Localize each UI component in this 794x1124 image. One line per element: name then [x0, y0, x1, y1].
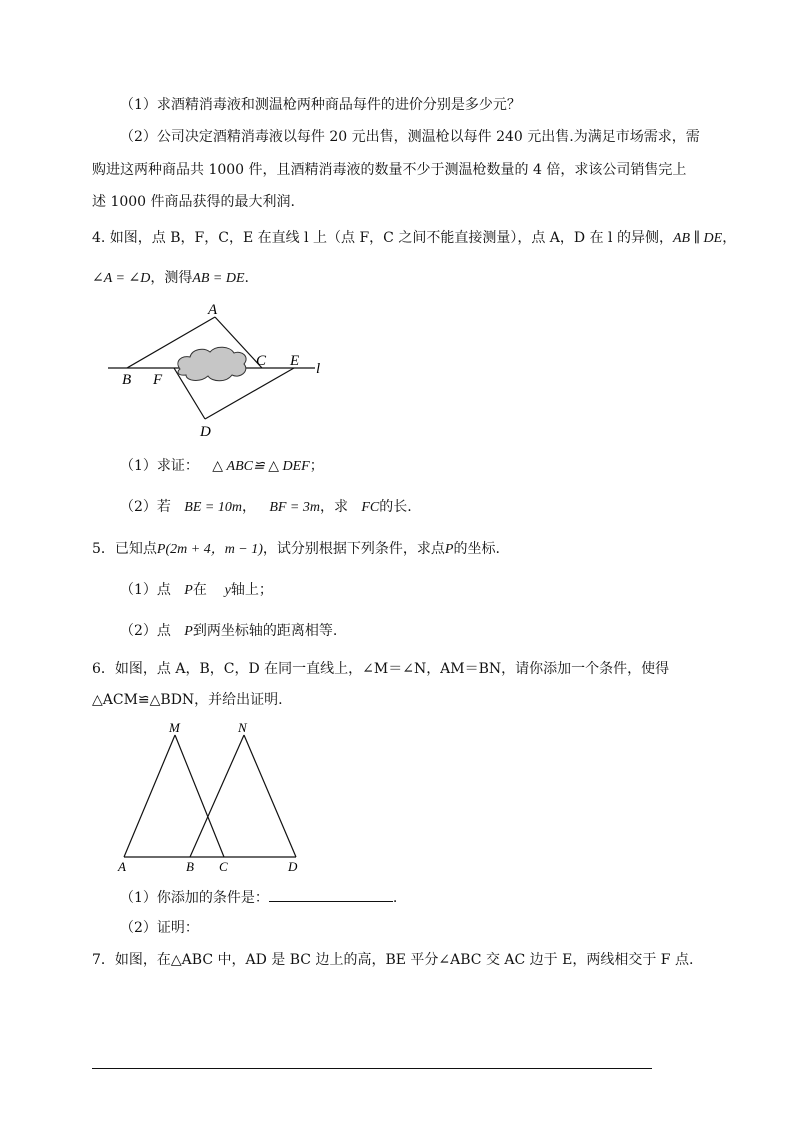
q4-label-b: B — [122, 372, 132, 388]
q4-stem-text: 4. 如图，点 B，F，C，E 在直线 l 上（点 F，C 之间不能直接测量），点 A，D 在 l 的异侧， — [92, 230, 673, 246]
q6-stem-line1: 6．如图，点 A，B，C，D 在同一直线上，∠M＝∠N，AM＝BN，请你添加一个条件，使得 — [92, 661, 670, 677]
q4-cloud-obstacle — [178, 347, 246, 381]
q5-p-symbol: P — [444, 542, 454, 557]
q4-part2-prefix: （2）若 — [120, 499, 171, 515]
q5-part1 — [120, 580, 273, 601]
q6-part1 — [120, 887, 397, 908]
q5-part1-prefix: （1）点 — [120, 582, 171, 598]
q5-point-p: P(2m + 4，m − 1) — [156, 542, 263, 557]
q5-part1-mid: 在 — [192, 582, 207, 598]
q4-part2-sep: ， — [241, 499, 256, 515]
q6-part1-end: . — [392, 890, 398, 906]
q4-part1 — [120, 456, 324, 477]
q4-parallel-condition: AB ∥ DE — [672, 231, 723, 246]
q4-label-l: l — [316, 361, 321, 377]
q6-figure — [110, 715, 310, 875]
q6-answer-blank[interactable] — [269, 887, 393, 902]
footer-divider — [92, 1068, 652, 1069]
q4-part2-bf: BF = 3m — [269, 500, 320, 515]
q3-part2-line3: 述 1000 件商品获得的最大利润. — [92, 194, 295, 210]
q4-stem-punct: ， — [722, 230, 737, 246]
q4-label-a: A — [208, 302, 218, 318]
q4-part2-fc: FC — [361, 500, 380, 515]
q4-part2-mid: ，求 — [319, 499, 348, 515]
q6-label-n: N — [238, 720, 247, 735]
q4-part1-end: ； — [309, 458, 324, 474]
q4-part1-prefix: （1）求证： — [120, 458, 199, 474]
q5-stem-text: 5．已知点 — [92, 541, 157, 557]
q5-part1-end: 轴上； — [230, 582, 273, 598]
q3-part1: （1）求酒精消毒液和测温枪两种商品每件的进价分别是多少元？ — [120, 97, 521, 113]
q4-label-e: E — [290, 353, 300, 369]
q4-label-c: C — [256, 353, 267, 369]
q5-part2 — [120, 621, 337, 642]
q4-equal-condition: AB = DE — [192, 271, 245, 286]
q6-part1-prefix: （1）你添加的条件是： — [120, 890, 269, 906]
q6-label-d: D — [288, 859, 298, 874]
q4-part2-be: BE = 10m — [184, 500, 242, 515]
q6-label-m: M — [169, 720, 180, 735]
q5-part2-prefix: （2）点 — [120, 623, 171, 639]
q4-part1-congruence: △ ABC≌ △ DEF — [212, 459, 310, 474]
q6-label-c: C — [219, 859, 228, 874]
q4-part2 — [120, 497, 412, 518]
q4-label-f: F — [153, 372, 163, 388]
q5-stem-end: 的坐标. — [453, 541, 500, 557]
q4-stem-line1 — [92, 228, 736, 249]
q3-part2-line2: 购进这两种商品共 1000 件，且酒精消毒液的数量不少于测温枪数量的 4 倍，求该公司销售完上 — [92, 162, 687, 178]
q4-angle-condition: ∠A = ∠D — [92, 271, 151, 286]
q4-figure — [100, 295, 340, 445]
q5-part1-p: P — [184, 583, 193, 598]
q6-label-b: B — [186, 859, 194, 874]
q4-part2-end: 的长. — [379, 499, 412, 515]
q6-label-a: A — [118, 859, 126, 874]
q4-stem-line2 — [92, 268, 249, 289]
q6-part2: （2）证明： — [120, 920, 199, 936]
q4-label-d: D — [200, 424, 211, 440]
q6-stem-line2: △ACM≌△BDN，并给出证明. — [92, 692, 283, 708]
q5-part2-p: P — [184, 624, 193, 639]
q5-part2-end: 到两坐标轴的距离相等. — [192, 623, 338, 639]
q4-stem-period: . — [244, 270, 249, 286]
q5-stem-mid: ，试分别根据下列条件，求点 — [262, 541, 445, 557]
q5-part1-y: y — [224, 583, 231, 598]
q5-stem — [92, 539, 500, 560]
q3-part2-line1: （2）公司决定酒精消毒液以每件 20 元出售，测温枪以每件 240 元出售.为满足市场需求，需 — [120, 129, 700, 145]
q7-stem: 7．如图，在△ABC 中，AD 是 BC 边上的高，BE 平分∠ABC 交 AC 边于 E，两线相交于 F 点. — [92, 952, 694, 968]
q4-stem-text2: ，测得 — [150, 270, 193, 286]
